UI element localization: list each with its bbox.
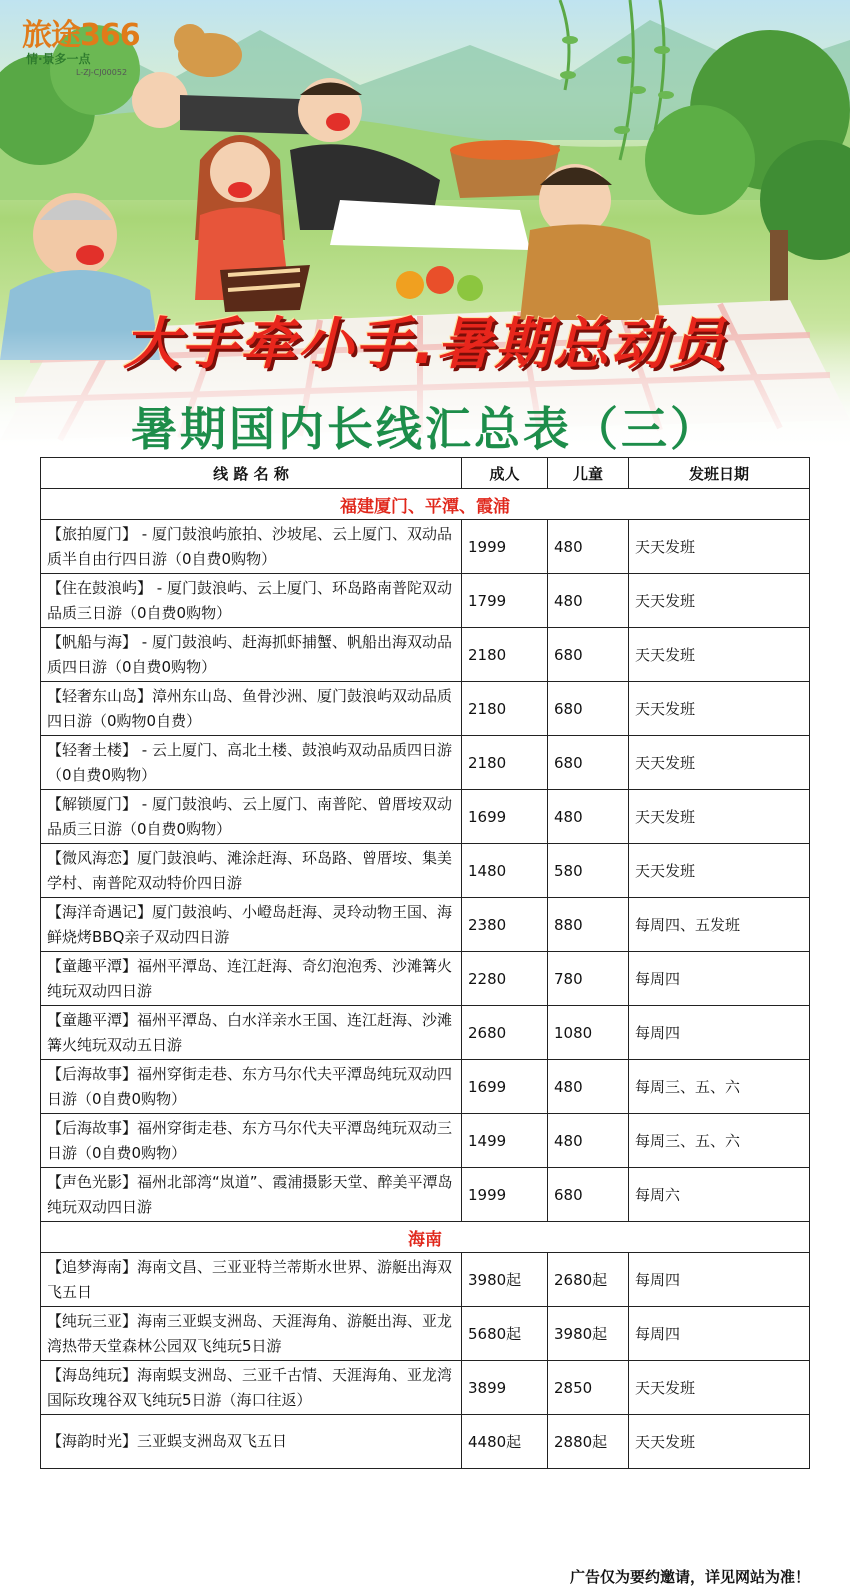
departure-date: 天天发班 xyxy=(629,1415,810,1469)
table-row xyxy=(41,790,810,844)
adult-price: 1699 xyxy=(462,790,548,844)
brand-logo xyxy=(22,10,172,110)
departure-date: 天天发班 xyxy=(629,682,810,736)
table-row xyxy=(41,898,810,952)
disclaimer: 广告仅为要约邀请，详见网站为准！ xyxy=(569,1568,810,1586)
page-title: 暑期国内长线汇总表（三） xyxy=(131,402,719,455)
route-name: 【轻奢土楼】 - 云上厦门、高北土楼、鼓浪屿双动品质四日游（0自费0购物） xyxy=(41,736,462,790)
adult-price: 1480 xyxy=(462,844,548,898)
route-name: 【童趣平潭】福州平潭岛、连江赶海、奇幻泡泡秀、沙滩篝火纯玩双动四日游 xyxy=(41,952,462,1006)
route-name: 【住在鼓浪屿】 - 厦门鼓浪屿、云上厦门、环岛路南普陀双动品质三日游（0自费0购物） xyxy=(41,574,462,628)
departure-date: 每周四 xyxy=(629,1253,810,1307)
table-header-row xyxy=(41,458,810,489)
adult-price: 4480起 xyxy=(462,1415,548,1469)
header-child: 儿童 xyxy=(548,458,629,489)
child-price: 680 xyxy=(548,736,629,790)
child-price: 2880起 xyxy=(548,1415,629,1469)
departure-date: 每周六 xyxy=(629,1168,810,1222)
departure-date: 天天发班 xyxy=(629,628,810,682)
route-name: 【海洋奇遇记】厦门鼓浪屿、小嶝岛赶海、灵玲动物王国、海鲜烧烤BBQ亲子双动四日游 xyxy=(41,898,462,952)
departure-date: 每周四 xyxy=(629,1307,810,1361)
adult-price: 3899 xyxy=(462,1361,548,1415)
adult-price: 1799 xyxy=(462,574,548,628)
adult-price: 2380 xyxy=(462,898,548,952)
headline: 大手牵小手.暑期总动员 xyxy=(123,312,727,377)
child-price: 480 xyxy=(548,1114,629,1168)
departure-date: 每周四、五发班 xyxy=(629,898,810,952)
hero-banner xyxy=(0,0,850,455)
adult-price: 1999 xyxy=(462,1168,548,1222)
child-price: 680 xyxy=(548,1168,629,1222)
route-name: 【旅拍厦门】 - 厦门鼓浪屿旅拍、沙坡尾、云上厦门、双动品质半自由行四日游（0自费0购物） xyxy=(41,520,462,574)
adult-price: 2680 xyxy=(462,1006,548,1060)
departure-date: 天天发班 xyxy=(629,574,810,628)
header-adult: 成人 xyxy=(462,458,548,489)
child-price: 580 xyxy=(548,844,629,898)
table-row xyxy=(41,952,810,1006)
adult-price: 5680起 xyxy=(462,1307,548,1361)
table-row xyxy=(41,1168,810,1222)
route-name: 【纯玩三亚】海南三亚蜈支洲岛、天涯海角、游艇出海、亚龙湾热带天堂森林公园双飞纯玩5日游 xyxy=(41,1307,462,1361)
table-row xyxy=(41,736,810,790)
adult-price: 2180 xyxy=(462,682,548,736)
departure-date: 天天发班 xyxy=(629,790,810,844)
adult-price: 2180 xyxy=(462,736,548,790)
route-name: 【解锁厦门】 - 厦门鼓浪屿、云上厦门、南普陀、曾厝垵双动品质三日游（0自费0购物） xyxy=(41,790,462,844)
departure-date: 每周三、五、六 xyxy=(629,1114,810,1168)
adult-price: 2280 xyxy=(462,952,548,1006)
table-row xyxy=(41,1114,810,1168)
table-row xyxy=(41,1253,810,1307)
child-price: 1080 xyxy=(548,1006,629,1060)
adult-price: 1999 xyxy=(462,520,548,574)
departure-date: 天天发班 xyxy=(629,1361,810,1415)
table-row xyxy=(41,1307,810,1361)
child-price: 780 xyxy=(548,952,629,1006)
table-row xyxy=(41,1060,810,1114)
departure-date: 天天发班 xyxy=(629,520,810,574)
child-price: 480 xyxy=(548,520,629,574)
region-row xyxy=(41,489,810,520)
brand-license: L-ZJ-CJ00052 xyxy=(76,68,128,77)
departure-date: 每周四 xyxy=(629,952,810,1006)
table-row xyxy=(41,628,810,682)
child-price: 480 xyxy=(548,1060,629,1114)
child-price: 480 xyxy=(548,790,629,844)
child-price: 680 xyxy=(548,628,629,682)
route-name: 【微风海恋】厦门鼓浪屿、滩涂赶海、环岛路、曾厝垵、集美学村、南普陀双动特价四日游 xyxy=(41,844,462,898)
departure-date: 天天发班 xyxy=(629,844,810,898)
route-name: 【后海故事】福州穿街走巷、东方马尔代夫平潭岛纯玩双动三日游（0自费0购物） xyxy=(41,1114,462,1168)
route-name: 【海韵时光】三亚蜈支洲岛双飞五日 xyxy=(41,1415,462,1469)
route-name: 【声色光影】福州北部湾“岚道”、霞浦摄影天堂、醉美平潭岛纯玩双动四日游 xyxy=(41,1168,462,1222)
route-price-table xyxy=(40,457,810,1469)
brand-slogan: 情·景多一点 xyxy=(26,52,91,66)
child-price: 3980起 xyxy=(548,1307,629,1361)
table-row xyxy=(41,1415,810,1469)
child-price: 2850 xyxy=(548,1361,629,1415)
departure-date: 每周三、五、六 xyxy=(629,1060,810,1114)
table-row xyxy=(41,574,810,628)
table-row xyxy=(41,844,810,898)
adult-price: 1699 xyxy=(462,1060,548,1114)
route-name: 【追梦海南】海南文昌、三亚亚特兰蒂斯水世界、游艇出海双飞五日 xyxy=(41,1253,462,1307)
departure-date: 天天发班 xyxy=(629,736,810,790)
table-row xyxy=(41,682,810,736)
brand-name: 旅途366 xyxy=(22,18,140,53)
adult-price: 1499 xyxy=(462,1114,548,1168)
table-row xyxy=(41,1361,810,1415)
table-row xyxy=(41,1006,810,1060)
region-row xyxy=(41,1222,810,1253)
header-date: 发班日期 xyxy=(629,458,810,489)
route-name: 【帆船与海】 - 厦门鼓浪屿、赶海抓虾捕蟹、帆船出海双动品质四日游（0自费0购物） xyxy=(41,628,462,682)
adult-price: 2180 xyxy=(462,628,548,682)
table-row xyxy=(41,520,810,574)
child-price: 880 xyxy=(548,898,629,952)
region-label: 福建厦门、平潭、霞浦 xyxy=(41,489,810,520)
route-name: 【童趣平潭】福州平潭岛、白水洋亲水王国、连江赶海、沙滩篝火纯玩双动五日游 xyxy=(41,1006,462,1060)
adult-price: 3980起 xyxy=(462,1253,548,1307)
child-price: 480 xyxy=(548,574,629,628)
header-route: 线 路 名 称 xyxy=(41,458,462,489)
route-name: 【后海故事】福州穿街走巷、东方马尔代夫平潭岛纯玩双动四日游（0自费0购物） xyxy=(41,1060,462,1114)
child-price: 680 xyxy=(548,682,629,736)
route-name: 【轻奢东山岛】漳州东山岛、鱼骨沙洲、厦门鼓浪屿双动品质四日游（0购物0自费） xyxy=(41,682,462,736)
route-name: 【海岛纯玩】海南蜈支洲岛、三亚千古情、天涯海角、亚龙湾国际玫瑰谷双飞纯玩5日游（海口往返） xyxy=(41,1361,462,1415)
departure-date: 每周四 xyxy=(629,1006,810,1060)
region-label: 海南 xyxy=(41,1222,810,1253)
child-price: 2680起 xyxy=(548,1253,629,1307)
